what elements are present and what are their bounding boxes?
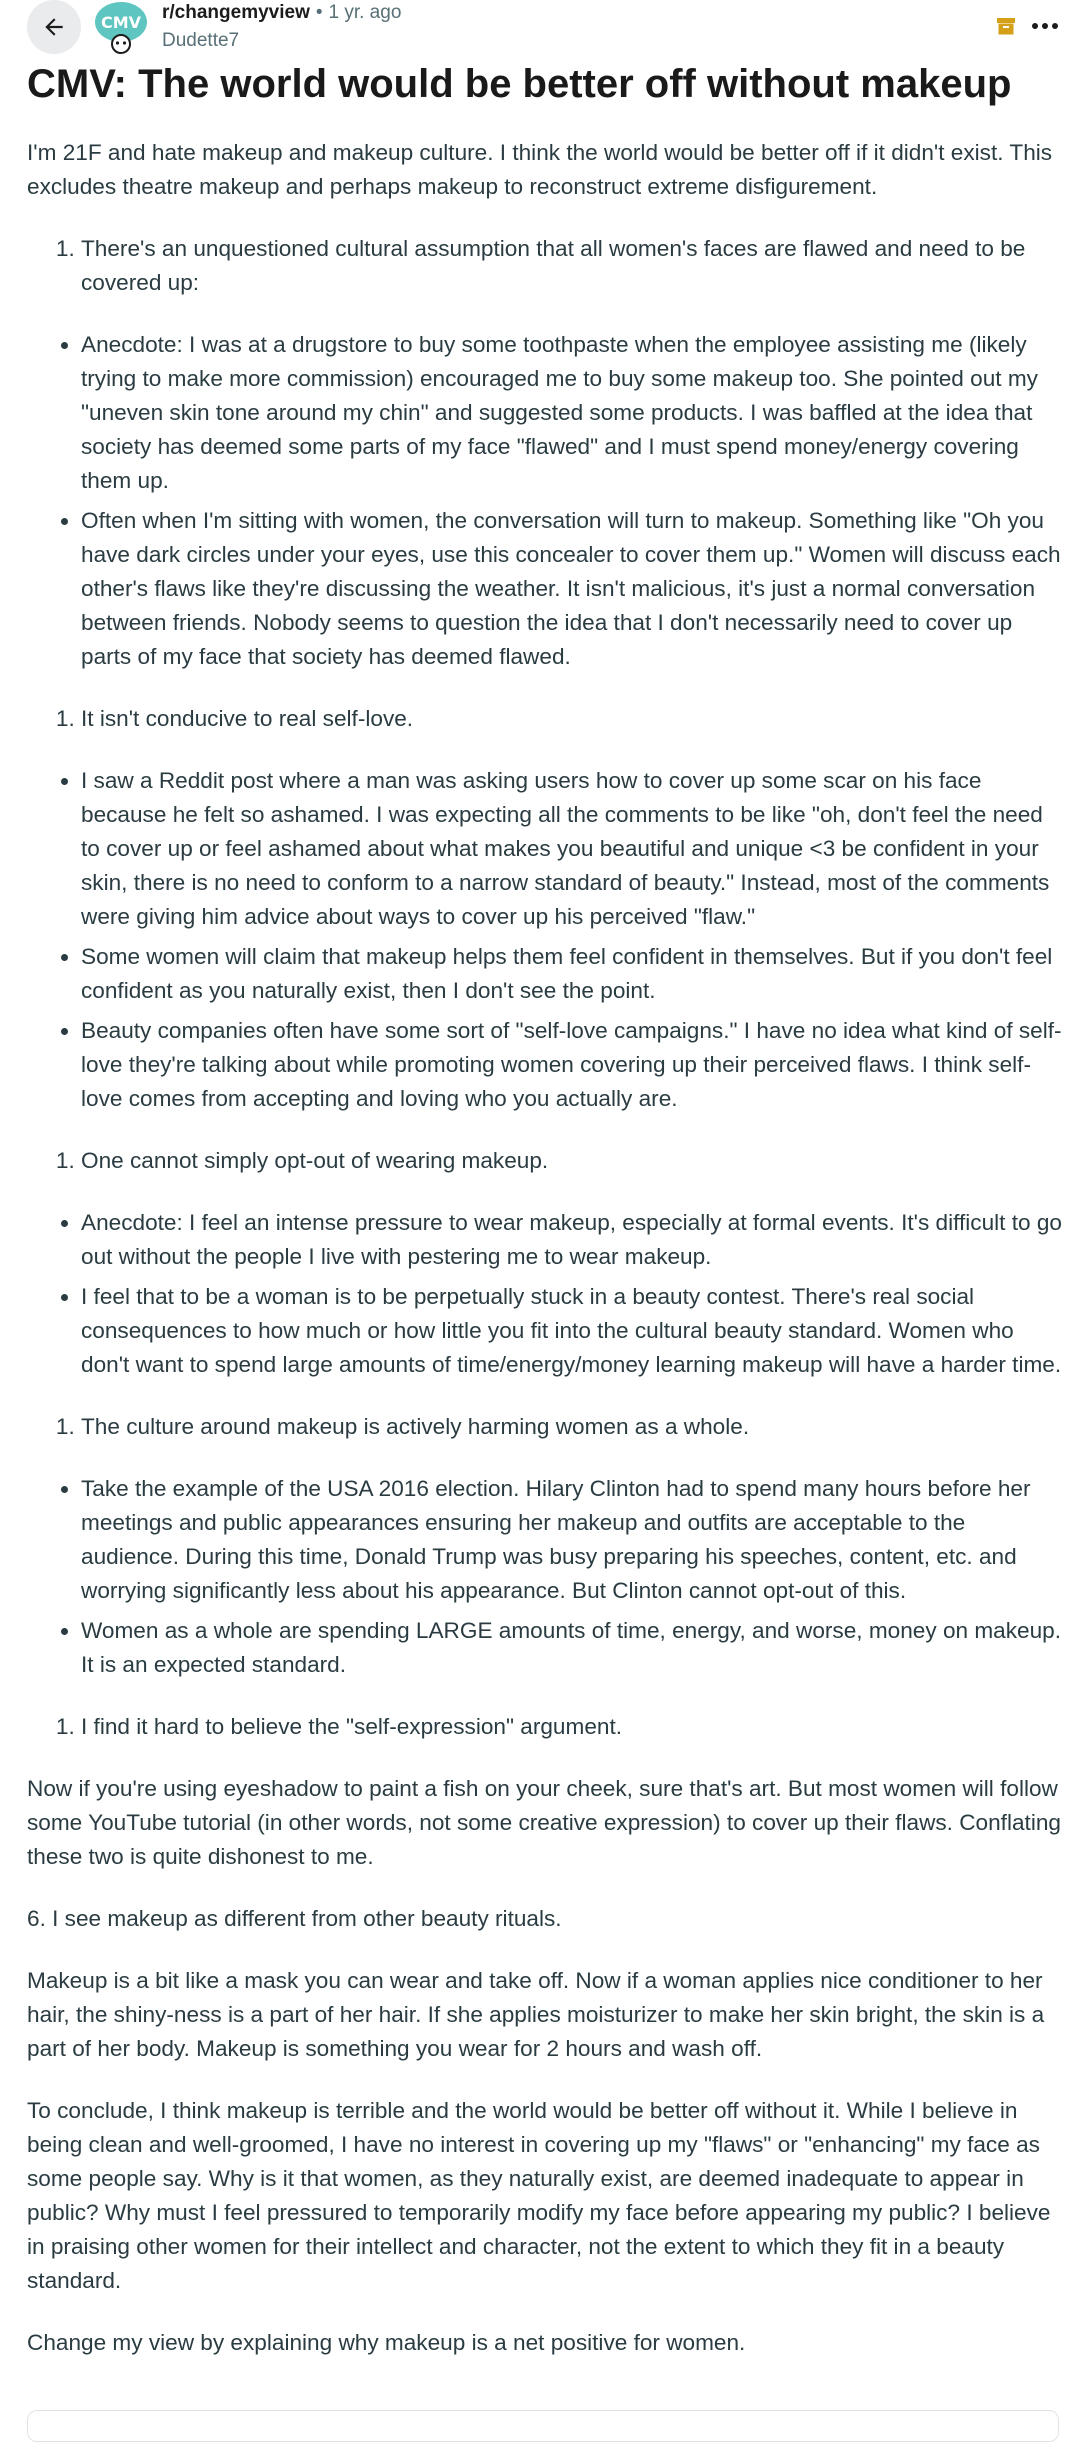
point-heading: 1. One cannot simply opt-out of wearing makeup. (81, 1144, 1062, 1178)
numbered-point (27, 1710, 1062, 1744)
meta-separator: • (315, 2, 323, 23)
more-options-icon[interactable] (1030, 14, 1060, 38)
svg-text:CMV: CMV (100, 13, 142, 32)
eyeshadow-paragraph: Now if you're using eyeshadow to paint a fish on your cheek, sure that's art. But most women will follow some YouTube tutorial (in other words, not some creative expression) to cover up their flaws. Conflating these two is quite dishonest to me. (27, 1776, 1061, 1869)
bullet-item: • I feel that to be a woman is to be perpetually stuck in a beauty contest. There's real social consequences to how much or how little you fit into the cultural beauty standard. Women who don't want to spend large amounts of time/energy/money learning makeup will have a harder time. (81, 1280, 1062, 1382)
archive-icon (996, 16, 1016, 36)
cmv-request-paragraph: Change my view by explaining why makeup is a net positive for women. (27, 2330, 746, 2355)
author-link[interactable]: Dudette7 (162, 30, 240, 51)
post-body (27, 136, 1062, 2388)
post-title: CMV: The world would be better off without makeup (27, 62, 1012, 106)
intro-paragraph: I'm 21F and hate makeup and makeup culture. I think the world would be better off if it didn't exist. This excludes theatre makeup and perhaps makeup to reconstruct extreme disfigurement. (27, 140, 1053, 199)
numbered-point (27, 1410, 1062, 1444)
back-arrow-icon (41, 14, 67, 40)
conclusion-paragraph: To conclude, I think makeup is terrible and the world would be better off without it. While I believe in being clean and well-groomed, I have no interest in covering up my "flaws" or "enhancing" my face as some people say. Why is it that women, as they naturally exist, are deemed inadequate to appear in public? Why must I feel pressured to temporarily modify my face before appearing my public? I believe in praising other women for their intellect and character, not the extent to which they fit in a beauty standard. (27, 2098, 1051, 2293)
point-six: 6. I see makeup as different from other beauty rituals. (27, 1906, 562, 1931)
bullet-list (27, 328, 1062, 674)
bullet-item: • Women as a whole are spending LARGE amounts of time, energy, and worse, money on makeup. It is an expected standard. (81, 1614, 1062, 1682)
bullet-list (27, 1472, 1062, 1682)
numbered-point (27, 1144, 1062, 1178)
subreddit-avatar[interactable] (92, 0, 150, 54)
bullet-item: • Beauty companies often have some sort of "self-love campaigns." I have no idea what kind of self-love they're talking about while promoting women covering up their perceived flaws. I think self-love comes from accepting and loving who you actually are. (81, 1014, 1062, 1116)
post-age: 1 yr. ago (328, 2, 402, 23)
mask-paragraph: Makeup is a bit like a mask you can wear and take off. Now if a woman applies nice conditioner to her hair, the shiny-ness is a part of her hair. If she applies moisturizer to make her skin bright, the skin is a part of her body. Makeup is something you wear for 2 hours and wash off. (27, 1968, 1045, 2061)
bullet-item: • Take the example of the USA 2016 election. Hilary Clinton had to spend many hours before her meetings and public appearances ensuring her makeup and outfits are acceptable to the audience. During this time, Donald Trump was busy preparing his speeches, content, etc. and worrying significantly less about his appearance. But Clinton cannot opt-out of this. (81, 1472, 1062, 1608)
point-heading: 1. The culture around makeup is actively harming women as a whole. (81, 1410, 1062, 1444)
back-button[interactable] (27, 0, 81, 54)
subreddit-link[interactable]: r/changemyview (162, 2, 310, 23)
bullet-list (27, 764, 1062, 1116)
numbered-point (27, 702, 1062, 736)
post-meta (162, 0, 401, 26)
bullet-item: • Anecdote: I feel an intense pressure to wear makeup, especially at formal events. It's difficult to go out without the people I live with pestering me to wear makeup. (81, 1206, 1062, 1274)
point-heading: 1. It isn't conducive to real self-love. (81, 702, 1062, 736)
point-heading: 1. I find it hard to believe the "self-expression" argument. (81, 1710, 1062, 1744)
bullet-item: • Often when I'm sitting with women, the conversation will turn to makeup. Something like "Oh you have dark circles under your eyes, use this concealer to cover them up." Women will discuss each other's flaws like they're discussing the weather. It isn't malicious, it's just a normal conversation between friends. Nobody seems to question the idea that I don't necessarily need to cover up parts of my face that society has deemed flawed. (81, 504, 1062, 674)
point-heading: 1. There's an unquestioned cultural assumption that all women's faces are flawed and need to be covered up: (81, 232, 1062, 300)
numbered-point (27, 232, 1062, 300)
post-header (0, 0, 1079, 58)
bullet-item: • Some women will claim that makeup helps them feel confident in themselves. But if you don't feel confident as you naturally exist, then I don't see the point. (81, 940, 1062, 1008)
bullet-list (27, 1206, 1062, 1382)
bullet-item: • Anecdote: I was at a drugstore to buy some toothpaste when the employee assisting me (likely trying to make more commission) encouraged me to buy some makeup too. She pointed out my "uneven skin tone around my chin" and suggested some products. I was baffled at the idea that society has deemed some parts of my face "flawed" and I must spend money/energy covering them up. (81, 328, 1062, 498)
post-footer-card (27, 2410, 1059, 2442)
bullet-item: • I saw a Reddit post where a man was asking users how to cover up some scar on his face because he felt so ashamed. I was expecting all the comments to be like "oh, don't feel the need to cover up or feel ashamed about what makes you beautiful and unique <3 be confident in your skin, there is no need to conform to a narrow standard of beauty." Instead, most of the comments were giving him advice about ways to cover up his perceived "flaw." (81, 764, 1062, 934)
